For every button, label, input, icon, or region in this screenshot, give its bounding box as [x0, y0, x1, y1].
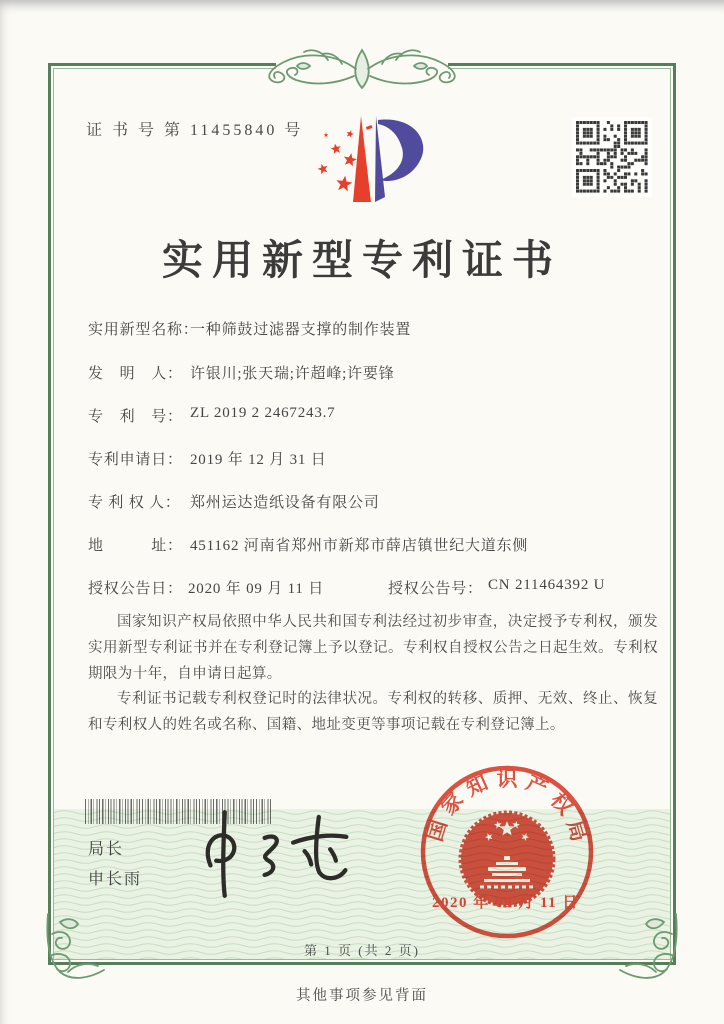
field-label: 专利申请日：: [88, 452, 183, 468]
official-seal: [418, 763, 596, 941]
field-patentee: [88, 491, 380, 512]
field-value: 2020 年 09 月 11 日: [188, 581, 324, 597]
field-patent-number: [88, 405, 335, 426]
legal-paragraph-2: 专利证书记载专利权登记时的法律状况。专利权的转移、质押、无效、终止、恢复和专利权人的姓名或名称、国籍、地址变更等事项记载在专利登记簿上。: [88, 691, 658, 734]
svg-text:产: 产: [522, 770, 552, 801]
qr-code: [572, 117, 652, 197]
page-number: 第 1 页 (共 2 页): [304, 943, 420, 958]
field-address: [88, 534, 528, 555]
field-value: 2019 年 12 月 31 日: [190, 452, 327, 468]
certificate-number: 证 书 号 第 11455840 号: [86, 122, 304, 139]
svg-text:局: 局: [562, 817, 592, 845]
field-label: 地 址：: [88, 538, 183, 554]
svg-text:权: 权: [545, 787, 578, 820]
field-value: ZL 2019 2 2467243.7: [190, 405, 336, 421]
field-value: 一种筛鼓过滤器支撑的制作装置: [190, 322, 412, 338]
field-label: 发 明 人：: [88, 366, 183, 382]
field-grant-number: [388, 577, 605, 598]
svg-text:识: 识: [496, 767, 518, 791]
svg-text:知: 知: [462, 770, 492, 801]
field-value: 许银川;张天瑞;许超峰;许要锋: [190, 366, 395, 382]
field-label: 专 利 权 人：: [88, 495, 181, 511]
field-label: 实用新型名称：: [88, 322, 199, 338]
floral-top-ornament-icon: [252, 36, 472, 100]
field-label: 专 利 号：: [88, 409, 183, 425]
director-signature-icon: [182, 806, 372, 902]
director-name: 申长雨: [88, 871, 143, 888]
field-value: 郑州运达造纸设备有限公司: [190, 495, 380, 511]
field-inventors: [88, 362, 395, 383]
field-application-date: [88, 448, 327, 469]
legal-text: [88, 610, 658, 739]
certificate-title: 实用新型专利证书: [162, 237, 562, 283]
field-utility-model-name: [88, 318, 411, 339]
field-value: 451162 河南省郑州市新郑市薛店镇世纪大道东侧: [190, 538, 529, 554]
field-label: 授权公告日：: [88, 581, 183, 597]
field-grant-date: [88, 577, 324, 598]
director-title: 局长: [88, 841, 125, 858]
floral-top-ornament: [252, 36, 472, 100]
back-side-note: 其他事项参见背面: [296, 988, 428, 1004]
legal-paragraph-1: 国家知识产权局依照中华人民共和国专利法经过初步审查，决定授予专利权，颁发实用新型专利证书并在专利登记簿上予以登记。专利权自授权公告之日起生效。专利权期限为十年，自申请日起算。: [88, 614, 658, 682]
svg-text:国: 国: [422, 817, 452, 845]
field-value: CN 211464392 U: [488, 577, 606, 593]
svg-text:家: 家: [436, 787, 469, 820]
field-label: 授权公告号：: [388, 581, 483, 597]
seal-date: 2020 年 09 月 11 日: [432, 895, 579, 911]
cnipa-logo-icon: [292, 110, 442, 214]
